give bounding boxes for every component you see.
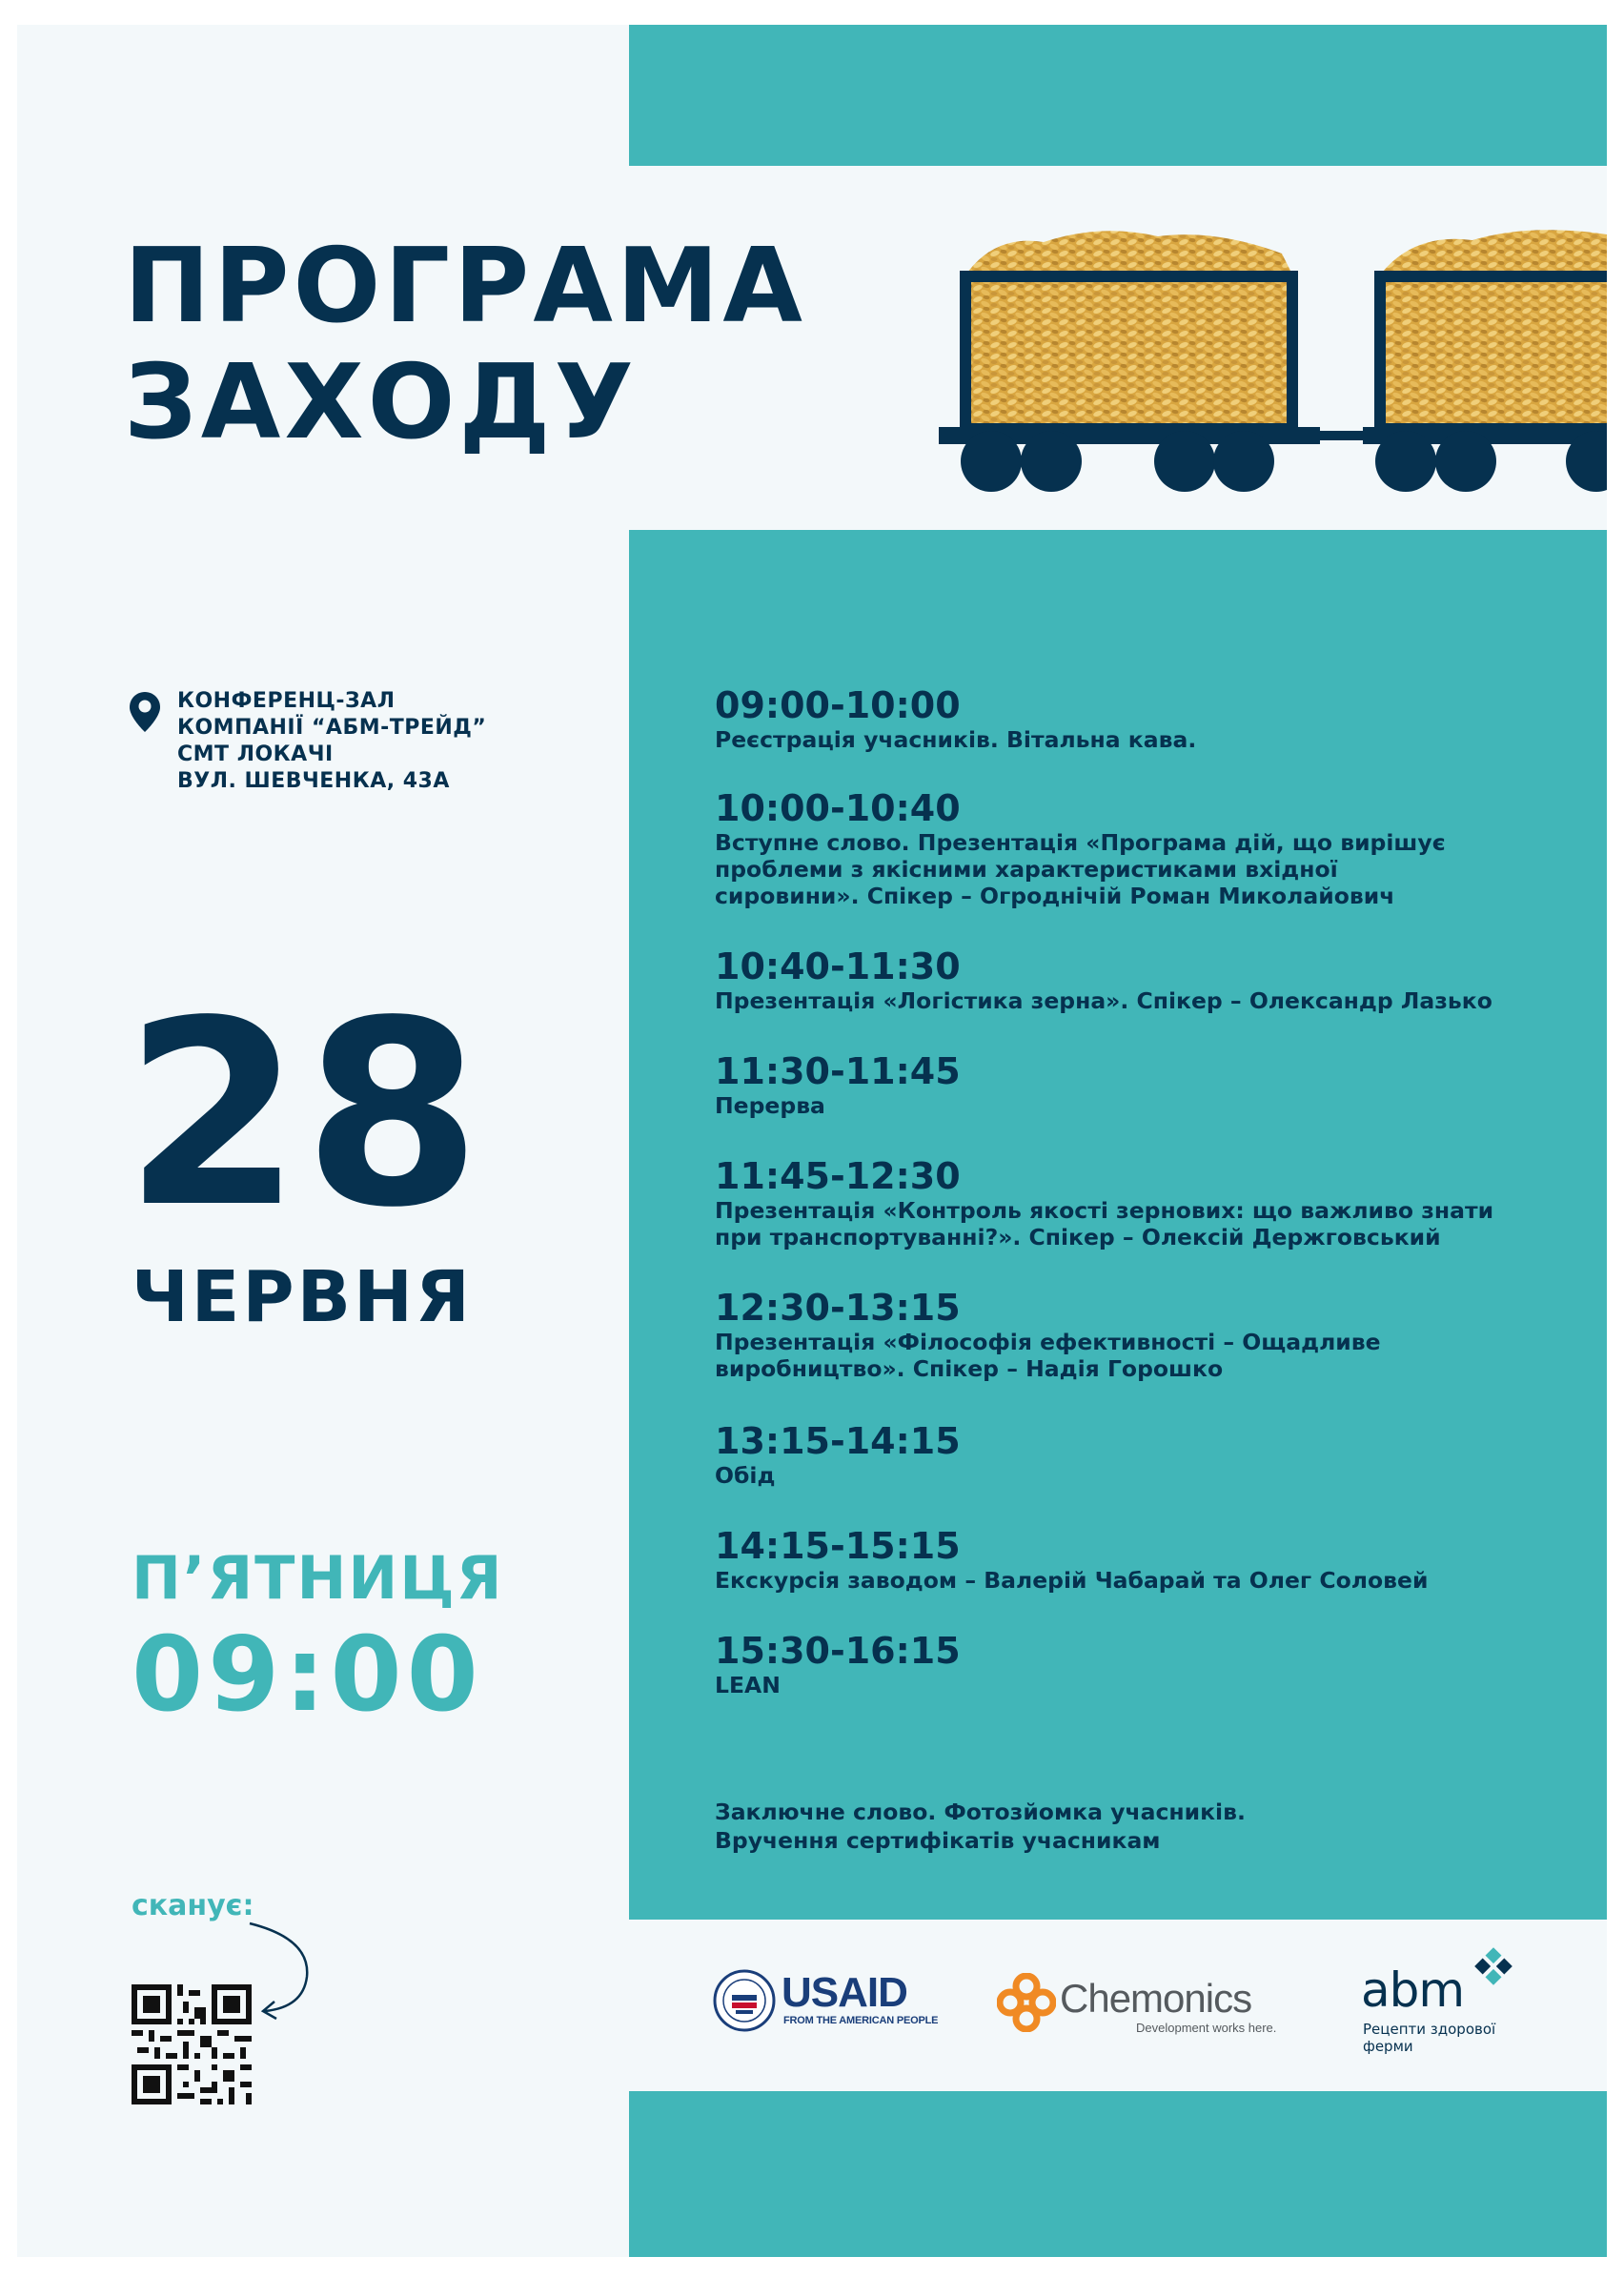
chemonics-flower-icon — [997, 1973, 1056, 2032]
scan-label: сканує: — [132, 1889, 254, 1922]
venue-block — [130, 688, 486, 795]
wagon-coupler — [1318, 431, 1366, 440]
schedule-item — [715, 1287, 1573, 1382]
schedule-item — [715, 1155, 1573, 1250]
usaid-logo-name: USAID — [782, 1969, 907, 2016]
usaid-seal-icon — [713, 1969, 776, 2032]
schedule-item — [715, 1525, 1573, 1594]
schedule-item — [715, 945, 1573, 1014]
schedule-time: 09:00-10:00 — [715, 684, 961, 726]
curved-arrow-icon — [244, 1920, 320, 2024]
abm-tagline-line-2: ферми — [1363, 2038, 1413, 2055]
abm-diamond-icon — [1472, 1944, 1515, 1988]
schedule-time: 10:00-10:40 — [715, 787, 961, 829]
schedule-description: Реєстрація учасників. Вітальна кава. — [715, 726, 1197, 753]
schedule-item — [715, 1420, 1573, 1489]
schedule-time: 13:15-14:15 — [715, 1420, 961, 1462]
schedule-description: Презентація «Філософія ефективності – Ощадливе виробництво». Спікер – Надія Горошко — [715, 1329, 1381, 1382]
chemonics-logo — [997, 1973, 1277, 2036]
wagon-2 — [1363, 230, 1607, 492]
schedule-description: Перерва — [715, 1092, 825, 1119]
title-line-1: ПРОГРАМА — [124, 227, 806, 346]
schedule-item — [715, 1050, 1573, 1119]
venue-address — [177, 688, 486, 795]
event-weekday: П’ЯТНИЦЯ — [132, 1543, 504, 1613]
schedule-time: 11:30-11:45 — [715, 1050, 961, 1092]
schedule-description: Обід — [715, 1462, 776, 1489]
schedule-description: LEAN — [715, 1672, 781, 1698]
schedule-item — [715, 1630, 1573, 1698]
top-teal-band — [629, 25, 1607, 166]
schedule-description: Вступне слово. Презентація «Програма дій, що вирішує проблеми з якісними характеристиками вхідної сировини». Спікер – Огроднічій Роман Миколайович — [715, 829, 1446, 909]
abm-tagline-line-1: Рецепти здорової — [1363, 2021, 1496, 2038]
bottom-teal-band — [629, 2091, 1607, 2257]
schedule-time: 14:15-15:15 — [715, 1525, 961, 1567]
location-pin-icon — [130, 692, 160, 732]
event-month: ЧЕРВНЯ — [132, 1256, 473, 1338]
venue-line: СМТ ЛОКАЧІ — [177, 742, 334, 766]
schedule-time: 11:45-12:30 — [715, 1155, 961, 1197]
schedule-time: 10:40-11:30 — [715, 945, 961, 987]
wagon-1 — [939, 231, 1320, 492]
schedule-description: Презентація «Логістика зерна». Спікер – Олександр Лазько — [715, 987, 1492, 1014]
schedule-description: Презентація «Контроль якості зернових: що важливо знати при транспортуванні?». Спікер – Олексій Держговський — [715, 1197, 1494, 1250]
schedule-description: Екскурсія заводом – Валерій Чабарай та Олег Соловей — [715, 1567, 1429, 1594]
grain-train-illustration — [939, 215, 1607, 501]
schedule-time: 15:30-16:15 — [715, 1630, 961, 1672]
venue-line: КОМПАНІЇ “АБМ-ТРЕЙД” — [177, 716, 487, 740]
usaid-tagline: FROM THE AMERICAN PEOPLE — [783, 2015, 939, 2026]
schedule-time: 12:30-13:15 — [715, 1287, 961, 1329]
schedule-item — [715, 684, 1573, 753]
usaid-logo — [713, 1969, 939, 2036]
title-line-2: ЗАХОДУ — [124, 343, 638, 462]
venue-line: КОНФЕРЕНЦ-ЗАЛ — [177, 689, 396, 713]
event-start-time: 09:00 — [132, 1616, 483, 1735]
abm-logo-name: abm — [1361, 1962, 1465, 2018]
qr-code[interactable] — [132, 1984, 252, 2104]
schedule-item — [715, 787, 1573, 909]
venue-line: ВУЛ. ШЕВЧЕНКА, 43А — [177, 769, 450, 793]
chemonics-logo-name: Chemonics — [1060, 1976, 1252, 2021]
chemonics-tagline: Development works here. — [1136, 2021, 1277, 2035]
page-title — [124, 229, 806, 461]
event-day: 28 — [124, 966, 483, 1264]
closing-remarks: Заключне слово. Фотозйомка учасників. Вручення сертифікатів учасникам — [715, 1799, 1246, 1854]
